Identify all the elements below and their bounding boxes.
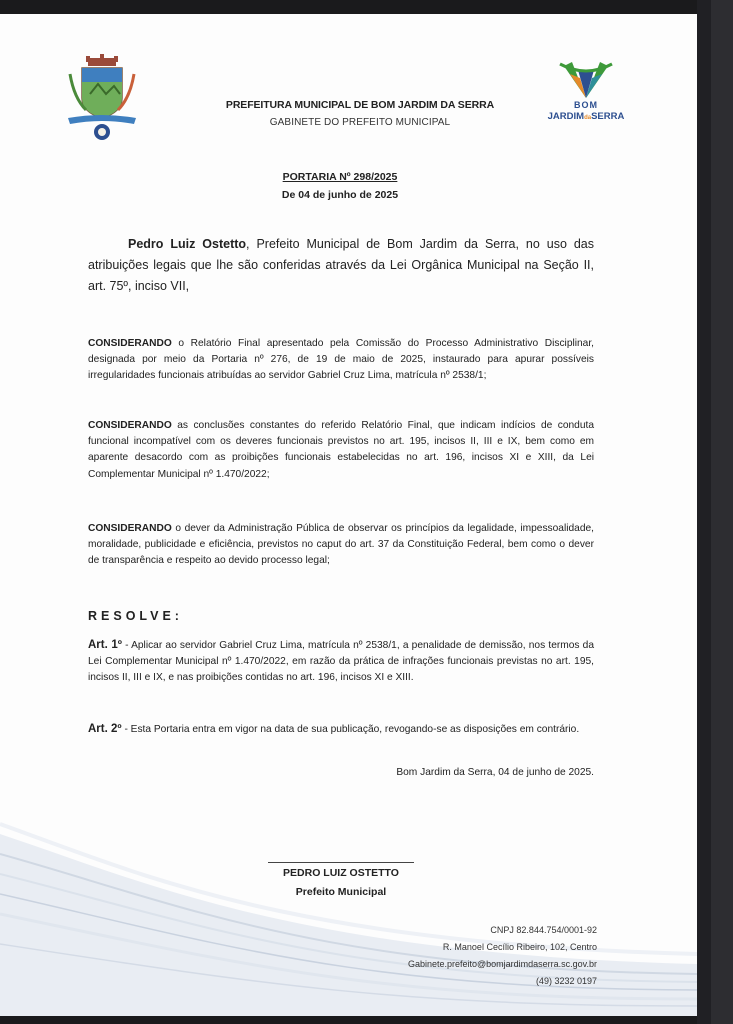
resolve-heading: RESOLVE: (88, 609, 183, 623)
intro-paragraph: Pedro Luiz Ostetto, Prefeito Municipal de Bom Jardim da Serra, no uso das atribuições legais que lhe são conferidas através da Lei Orgânica Municipal na Seção II, art. 75º, inciso VII, (88, 237, 594, 293)
signatory-name: PEDRO LUIZ OSTETTO (283, 867, 399, 879)
document-page (0, 14, 697, 1016)
signature-line (268, 862, 414, 863)
portaria-date: De 04 de junho de 2025 (281, 189, 399, 201)
footer-phone: (49) 3232 0197 (535, 976, 597, 986)
footer-email: Gabinete.prefeito@bomjardimdaserra.sc.gov.br (407, 959, 597, 969)
considerando-3: CONSIDERANDO o dever da Administração Pública de observar os princípios da legalidade, impessoalidade, moralidade, publicidade e eficiência, previstos no caput do art. 37 da Constituição Federal, bem como o dever de transparência e respeito ao devido processo legal; (88, 523, 594, 567)
considerando-1: CONSIDERANDO o Relatório Final apresentado pela Comissão do Processo Administrativo Disciplinar, designada por meio da Portaria nº 276, de 19 de maio de 2025, instaurado para apurar possíveis irregularidades funcionais atribuídas ao servidor Gabriel Cruz Lima, matrícula nº 2538/1; (88, 338, 594, 382)
signatory-title: Prefeito Municipal (295, 886, 387, 898)
article-1: Art. 1º - Aplicar ao servidor Gabriel Cruz Lima, matrícula nº 2538/1, a penalidade de demissão, nos termos da Lei Complementar Municipal nº 1.470/2022, em razão da prática de infrações funcionais previstas no art. 195, incisos II, III e IX, e nas proibições contidas no art. 196, incisos XI e XIII. (88, 639, 594, 684)
viewer-background (697, 0, 733, 1024)
gabinete-subtitle: GABINETE DO PREFEITO MUNICIPAL (269, 117, 451, 128)
portaria-number: PORTARIA Nº 298/2025 (282, 171, 398, 183)
mayor-name: Pedro Luiz Ostetto (128, 237, 247, 251)
flower-logo-icon (540, 52, 632, 102)
footer-cnpj: CNPJ 82.844.754/0001-92 (490, 925, 597, 935)
considerando-2: CONSIDERANDO as conclusões constantes do referido Relatório Final, que indicam indícios de conduta funcional incompatível com os deveres funcionais previstos no art. 195, incisos II, III e IX, bem como em aparente desacordo com as proibições funcionais estabelecidas no art. 196, incisos XI e XIII, da Lei Complementar Municipal nº 1.470/2022; (88, 420, 594, 480)
municipal-crest-icon (64, 54, 140, 144)
footer-address: R. Manoel Cecílio Ribeiro, 102, Centro (442, 942, 597, 952)
article-2: Art. 2º - Esta Portaria entra em vigor na data de sua publicação, revogando-se as disposições em contrário. (88, 723, 580, 735)
place-and-date: Bom Jardim da Serra, 04 de junho de 2025. (396, 767, 594, 778)
bom-jardim-logo: BOM JARDIMdaSERRA (540, 52, 632, 142)
prefeitura-title: PREFEITURA MUNICIPAL DE BOM JARDIM DA SERRA (225, 99, 495, 111)
